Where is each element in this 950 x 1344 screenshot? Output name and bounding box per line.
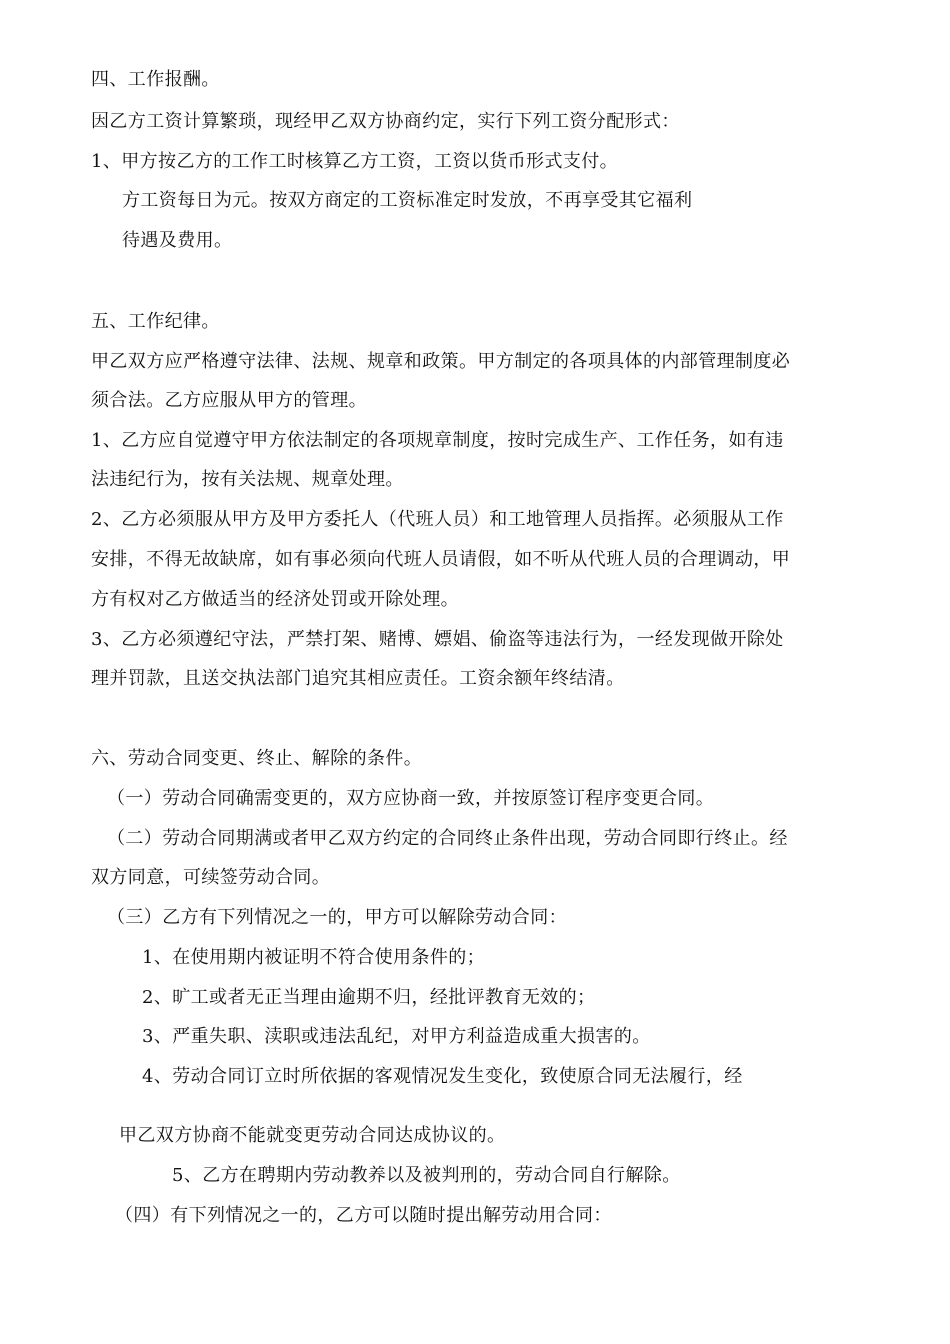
paragraph-line: 待遇及费用。 [122, 230, 233, 251]
paragraph-line: 3、乙方必须遵纪守法，严禁打架、赌博、嫖娼、偷盗等违法行为，一经发现做开除处 [91, 629, 784, 650]
paragraph-line: （三）乙方有下列情况之一的，甲方可以解除劳动合同： [107, 907, 567, 928]
list-item: 2、旷工或者无正当理由逾期不归，经批评教育无效的； [142, 987, 596, 1008]
paragraph-line: 方工资每日为元。按双方商定的工资标准定时发放，不再享受其它福利 [122, 190, 693, 211]
paragraph-line: 须合法。乙方应服从甲方的管理。 [91, 390, 367, 411]
paragraph-line: 双方同意，可续签劳动合同。 [91, 867, 331, 888]
paragraph-line: 方有权对乙方做适当的经济处罚或开除处理。 [91, 589, 459, 610]
paragraph-line: 安排，不得无故缺席，如有事必须向代班人员请假，如不听从代班人员的合理调动，甲 [91, 549, 791, 570]
paragraph-line: 甲乙双方协商不能就变更劳动合同达成协议的。 [119, 1125, 506, 1146]
paragraph-line: 理并罚款，且送交执法部门追究其相应责任。工资余额年终结清。 [91, 668, 625, 689]
list-item: 1、在使用期内被证明不符合使用条件的； [142, 947, 486, 968]
paragraph-line: 因乙方工资计算繁琐，现经甲乙双方协商约定，实行下列工资分配形式： [91, 111, 680, 132]
section-heading: 五、工作纪律。 [91, 311, 220, 332]
paragraph-line: 甲乙双方应严格遵守法律、法规、规章和政策。甲方制定的各项具体的内部管理制度必 [91, 351, 791, 372]
paragraph-line: 1、乙方应自觉遵守甲方依法制定的各项规章制度，按时完成生产、工作任务，如有违 [91, 430, 784, 451]
paragraph-line: （四）有下列情况之一的，乙方可以随时提出解劳动用合同： [115, 1205, 612, 1226]
list-item: 5、乙方在聘期内劳动教养以及被判刑的，劳动合同自行解除。 [172, 1165, 681, 1186]
section-heading: 六、劳动合同变更、终止、解除的条件。 [91, 748, 423, 769]
paragraph-line: 2、乙方必须服从甲方及甲方委托人（代班人员）和工地管理人员指挥。必须服从工作 [91, 509, 784, 530]
paragraph-line: 法违纪行为，按有关法规、规章处理。 [91, 469, 404, 490]
list-item: 4、劳动合同订立时所依据的客观情况发生变化，致使原合同无法履行，经 [142, 1066, 743, 1087]
section-heading: 四、工作报酬。 [91, 69, 220, 90]
list-item: 3、严重失职、渎职或违法乱纪，对甲方利益造成重大损害的。 [142, 1026, 651, 1047]
paragraph-line: 1、甲方按乙方的工作工时核算乙方工资，工资以货币形式支付。 [91, 151, 619, 172]
paragraph-line: （一）劳动合同确需变更的，双方应协商一致，并按原签订程序变更合同。 [107, 788, 715, 809]
paragraph-line: （二）劳动合同期满或者甲乙双方约定的合同终止条件出现，劳动合同即行终止。经 [107, 828, 788, 849]
